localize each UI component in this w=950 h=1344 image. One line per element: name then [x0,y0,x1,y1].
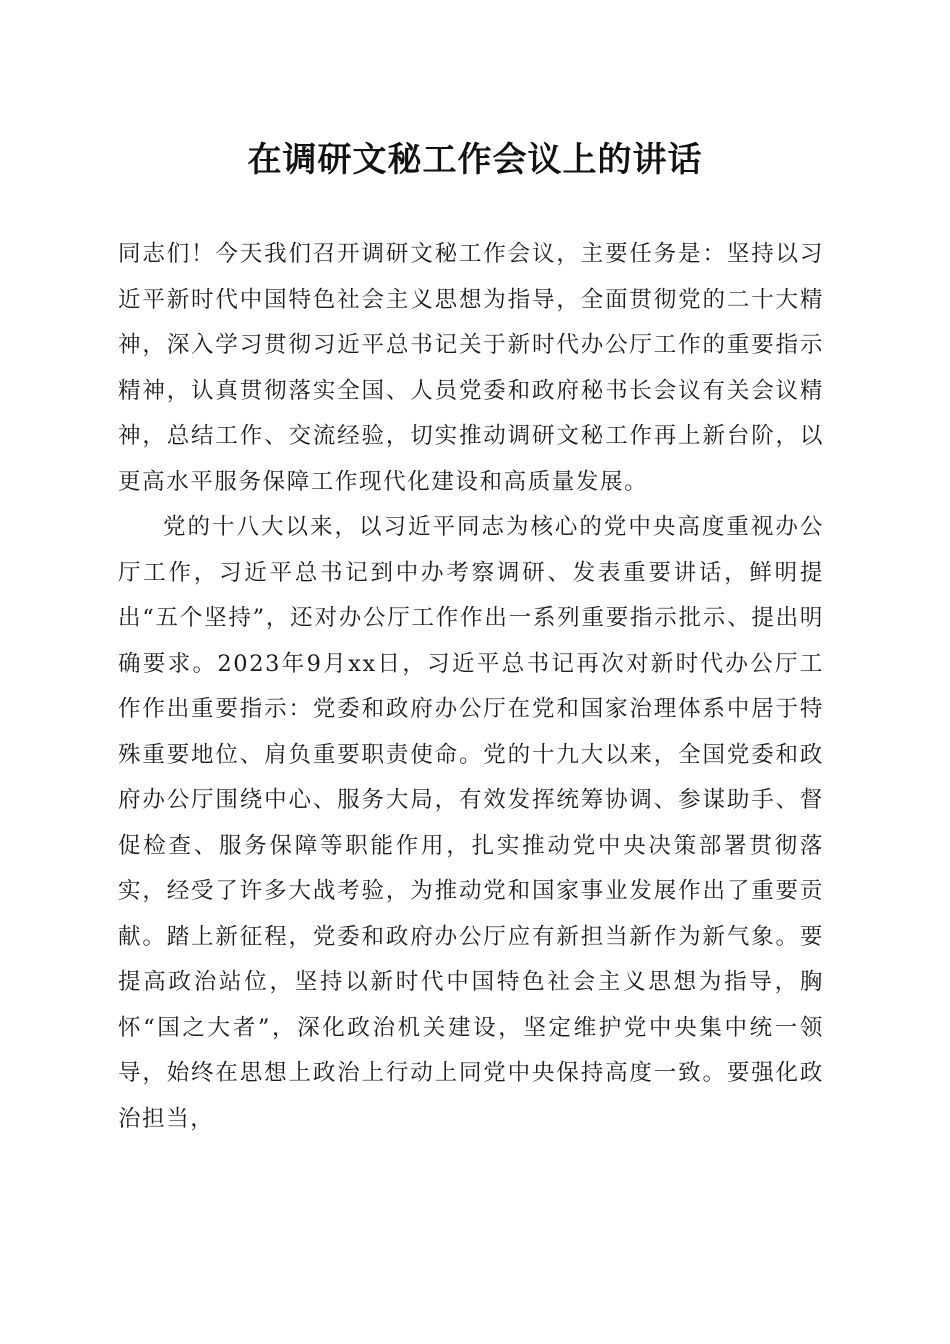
document-body [118,232,824,1142]
document-title: 在调研文秘工作会议上的讲话 [247,140,703,180]
paragraph-opening: 同志们！今天我们召开调研文秘工作会议，主要任务是：坚持以习近平新时代中国特色社会主义思想为指导，全面贯彻党的二十大精神，深入学习贯彻习近平总书记关于新时代办公厅工作的重要指示精神，认真贯彻落实全国、人员党委和政府秘书长会议有关会议精神，总结工作、交流经验，切实推动调研文秘工作再上新台阶，以更高水平服务保障工作现代化建设和高质量发展。 [118,241,824,495]
paragraph-second: 党的十八大以来，以习近平同志为核心的党中央高度重视办公厅工作，习近平总书记到中办考察调研、发表重要讲话，鲜明提出“五个坚持”，还对办公厅工作作出一系列重要指示批示、提出明确要求。2023年9月xx日，习近平总书记再次对新时代办公厅工作作出重要指示：党委和政府办公厅在党和国家治理体系中居于特殊重要地位、肩负重要职责使命。党的十九大以来，全国党委和政府办公厅围绕中心、服务大局，有效发挥统筹协调、参谋助手、督促检查、服务保障等职能作用，扎实推动党中央决策部署贯彻落实，经受了许多大战考验，为推动党和国家事业发展作出了重要贡献。踏上新征程，党委和政府办公厅应有新担当新作为新气象。要提高政治站位，坚持以新时代中国特色社会主义思想为指导，胸怀“国之大者”，深化政治机关建设，坚定维护党中央集中统一领导，始终在思想上政治上行动上同党中央保持高度一致。要强化政治担当， [118,514,824,1132]
